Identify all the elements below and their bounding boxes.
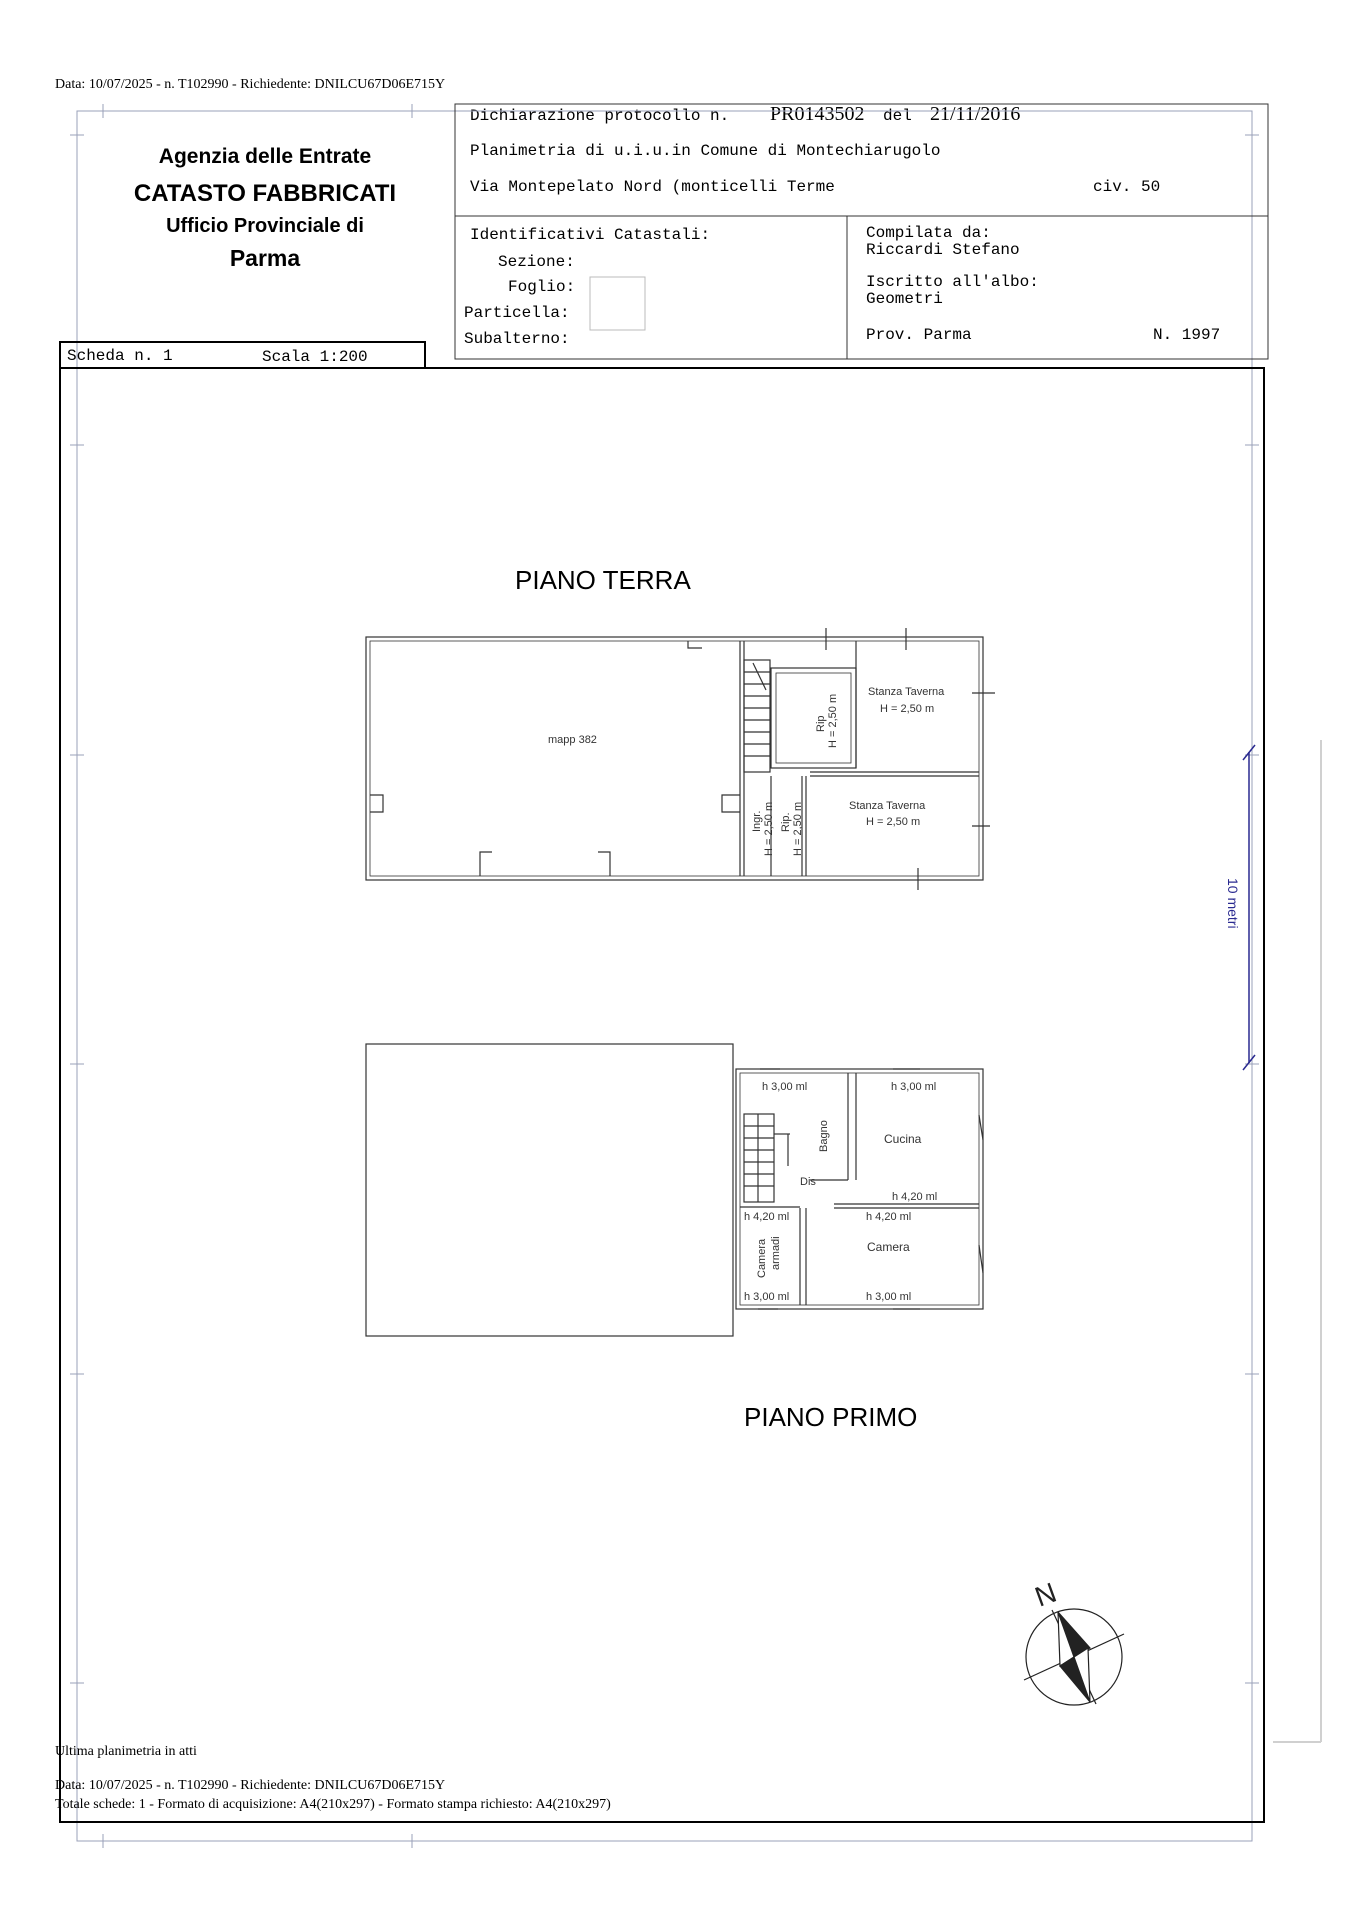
stanza-taverna-2: Stanza Taverna	[849, 800, 926, 812]
scale-label: Scala 1:200	[262, 348, 368, 366]
foglio-label: Foglio:	[508, 278, 576, 296]
side-shadow	[1273, 740, 1321, 1742]
ingr-height: H = 2,50 m	[763, 801, 775, 856]
sezione-label: Sezione:	[498, 253, 575, 271]
dis-label: Dis	[800, 1176, 816, 1188]
scheda-box	[60, 342, 425, 368]
h-bottom-left: h 3,00 ml	[744, 1291, 790, 1303]
mapp-label: mapp 382	[548, 734, 597, 746]
scale-bar	[1243, 745, 1255, 1070]
camera-armadi-label: Camera	[756, 1238, 768, 1278]
compiler-name: Riccardi Stefano	[866, 241, 1020, 259]
albo-label: Iscritto all'albo:	[866, 273, 1039, 291]
request-line: Data: 10/07/2025 - n. T102990 - Richiedente: DNILCU67D06E715Y	[55, 77, 446, 92]
h-top-right: h 3,00 ml	[891, 1081, 937, 1093]
footer-request: Data: 10/07/2025 - n. T102990 - Richiedente: DNILCU67D06E715Y	[55, 1778, 446, 1793]
cucina-label: Cucina	[884, 1132, 922, 1146]
ingr-label: Ingr.	[751, 810, 763, 832]
scale-bar-label: 10 metri	[1225, 878, 1241, 929]
identifiers-title: Identificativi Catastali:	[470, 226, 711, 244]
main-frame	[60, 368, 1264, 1822]
registration-number: N. 1997	[1153, 326, 1221, 344]
camera-armadi-label-2: armadi	[770, 1236, 782, 1270]
rip1-height: H = 2,50 m	[827, 693, 839, 748]
declaration-date: 21/11/2016	[930, 103, 1021, 125]
office-label: Ufficio Provinciale di	[166, 215, 364, 237]
first-floor-title: PIANO PRIMO	[744, 1402, 918, 1432]
subalterno-label: Subalterno:	[464, 330, 570, 348]
protocol-number: PR0143502	[770, 103, 865, 125]
declaration-prefix: Dichiarazione protocollo n.	[470, 107, 730, 125]
address-line: Via Montepelato Nord (monticelli Terme	[470, 178, 835, 196]
scheda-number: Scheda n. 1	[67, 347, 173, 365]
agency-name: Agenzia delle Entrate	[158, 145, 372, 168]
last-planimetry: Ultima planimetria in atti	[55, 1744, 197, 1759]
province-label: Prov. Parma	[866, 326, 972, 344]
h-420-armadi: h 4,20 ml	[744, 1211, 790, 1223]
outer-frame	[70, 104, 1259, 1848]
header-boxes	[455, 104, 1268, 359]
civic-number: civ. 50	[1093, 178, 1161, 196]
north-compass-icon	[1024, 1609, 1124, 1705]
compiled-by-label: Compilata da:	[866, 224, 991, 242]
camera-label: Camera	[867, 1240, 910, 1254]
rip2-height: H = 2,50 m	[792, 801, 804, 856]
del-label: del	[883, 107, 912, 125]
bagno-label: Bagno	[818, 1120, 830, 1152]
planimetry-line: Planimetria di u.i.u.in Comune di Montechiarugolo	[470, 142, 941, 160]
office-province: Parma	[229, 245, 301, 271]
particella-label: Particella:	[464, 304, 570, 322]
h-420-kitchen: h 4,20 ml	[892, 1191, 938, 1203]
h-top-left: h 3,00 ml	[762, 1081, 808, 1093]
albo-value: Geometri	[866, 290, 943, 308]
h-420-camera: h 4,20 ml	[866, 1211, 912, 1223]
stanza-taverna-2-height: H = 2,50 m	[866, 816, 921, 828]
stanza-taverna-1-height: H = 2,50 m	[880, 703, 935, 715]
stanza-taverna-1: Stanza Taverna	[868, 686, 945, 698]
rip1-label: Rip	[815, 715, 827, 732]
rip2-label: Rip.	[780, 812, 792, 832]
catasto-title: CATASTO FABBRICATI	[133, 180, 397, 207]
footer-format: Totale schede: 1 - Formato di acquisizione: A4(210x297) - Formato stampa richiesto: A4(210x297)	[55, 1797, 611, 1812]
h-bottom-right: h 3,00 ml	[866, 1291, 912, 1303]
ground-floor-title: PIANO TERRA	[515, 565, 691, 595]
north-label: N	[1030, 1576, 1061, 1613]
ground-floor-plan	[366, 628, 995, 890]
